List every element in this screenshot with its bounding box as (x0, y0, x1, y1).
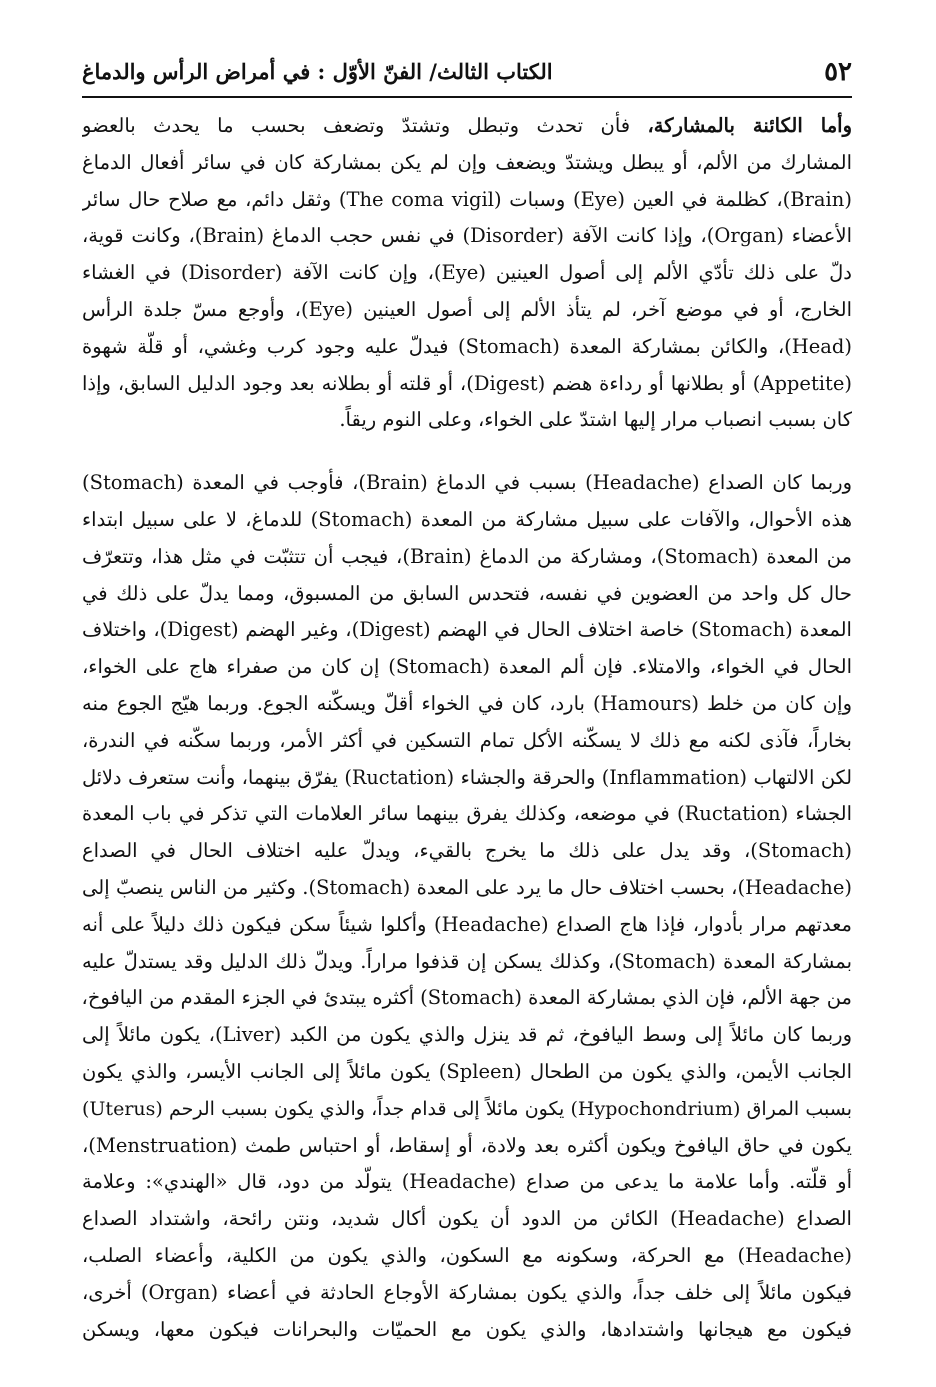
text-line: المشارك من الألم، أو يبطل ويشتدّ ويضعف وإن لم يكن بمشاركة كان في سائر أفعال الدماغ (82, 150, 852, 174)
text-line: بسبب المراق (Hypochondrium) يكون مائلاً إلى قدام جداً، والذي يكون بسبب الرحم (Uterus) (82, 1097, 852, 1120)
text-line: وربما كان مائلاً إلى وسط اليافوخ، ثم قد ينزل والذي يكون من الكبد (Liver)، يكون مائلاً إلى (82, 1023, 852, 1047)
page-header (82, 52, 852, 92)
text-line: الأعضاء (Organ)، وإذا كانت الآفة (Disorder) في نفس حجب الدماغ (Brain)، وكانت قوية، (82, 224, 852, 248)
text-line: دلّ على ذلك تأدّي الألم إلى أصول العينين (Eye)، وإن كانت الآفة (Disorder) في الغشاء (82, 261, 852, 285)
text-line: فيكون مائلاً إلى خلف جداً، والذي يكون بمشاركة الأوجاع الحادثة في أعضاء (Organ) أخرى، (82, 1280, 852, 1304)
paragraph-spacer (82, 439, 852, 465)
text-line: الجانب الأيمن، والذي يكون من الطحال (Spleen) يكون مائلاً إلى الجانب الأيسر، والذي يكون (82, 1059, 852, 1083)
text-line: حال كل واحد من العضوين في نفسه، فتحدس السابق من المسبوق، ومما يدلّ على ذلك في (82, 581, 852, 605)
text-line: فيكون مع هيجانها واشتدادها، والذي يكون مع الحميّات والبحرانات فيكون معها، ويسكن (82, 1317, 852, 1341)
text-line: لكن الالتهاب (Inflammation) والحرقة والجشاء (Ructation) يفرّق بينهما، وأنت ستعرف دلائل (82, 765, 852, 789)
text-line: من المعدة (Stomach)، ومشاركة من الدماغ (Brain)، فيجب أن تتثبّت في مثل هذا، وتتعرّف (82, 544, 852, 568)
text-line: (Appetite) أو بطلانها أو رداءة هضم (Digest)، أو قلته أو بطلانه بعد وجود الدليل السابق، وإذا (82, 371, 852, 395)
text-line: الخارج، أو في موضع آخر، لم يتأذ الألم إلى أصول العينين (Eye)، وأوجع مسّ جلدة الرأس (82, 297, 852, 321)
body-text (82, 108, 852, 1348)
text-line: الصداع (Headache) الكائن من الدود أن يكون أكال شديد، ونتن رائحة، واشتداد الصداع (82, 1207, 852, 1231)
text-line: (Headache) مع الحركة، وسكونه مع السكون، والذي يكون من الكلية، وأعضاء الصلب، (82, 1243, 852, 1267)
text-line: يكون في حاق اليافوخ ويكون أكثره بعد ولادة، أو إسقاط، أو احتباس طمث (Menstruation)، (82, 1133, 852, 1157)
paragraph-lead-heading: وأما الكائنة بالمشاركة، (647, 114, 852, 137)
running-title: الكتاب الثالث/ الفنّ الأوّل : في أمراض الرأس والدماغ (82, 59, 553, 84)
text-line: أو قلّته. وأما علامة ما يدعى من صداع (Headache) يتولّد من دود، قال «الهندي»: وعلامة (82, 1170, 852, 1194)
paragraph-2 (82, 465, 852, 1348)
text-line: هذه الأحوال، والآفات على سبيل مشاركة من المعدة (Stomach) للدماغ، لا على سبيل ابتداء (82, 507, 852, 531)
header-divider (82, 96, 852, 98)
line-text: فأن تحدث وتبطل وتشتدّ وتضعف بحسب ما يحدث بالعضو (82, 114, 648, 137)
page-number: ٥٢ (824, 57, 852, 87)
text-line: الجشاء (Ructation) في موضعه، وكذلك يفرق بينهما سائر العلامات التي تذكر في باب المعدة (82, 802, 852, 826)
text-line: من جهة الألم، فإن الذي بمشاركة المعدة (Stomach) أكثره يبتدئ في الجزء المقدم من اليافوخ، (82, 986, 852, 1010)
text-line: (Brain)، كظلمة في العين (Eye) وسبات (The coma vigil) وثقل دائم، مع صلاح حال سائر (82, 187, 852, 211)
text-line (82, 108, 852, 145)
text-line: الحال في الخواء، والامتلاء. فإن ألم المعدة (Stomach) إن كان من صفراء هاج على الخواء، (82, 655, 852, 679)
text-line: (Head)، والكائن بمشاركة المعدة (Stomach) فيدلّ عليه وجود كرب وغشي، أو قلّة شهوة (82, 334, 852, 358)
text-line: (Stomach)، وقد يدل على ذلك ما يخرج بالقيء، ويدلّ عليه اختلاف الحال في الصداع (82, 839, 852, 863)
text-line: وربما كان الصداع (Headache) بسبب في الدماغ (Brain)، فأوجب في المعدة (Stomach) (82, 471, 852, 495)
paragraph-1 (82, 108, 852, 439)
text-line: كان بسبب انصباب مرار إليها اشتدّ على الخواء، وعلى النوم ريقاً. (339, 408, 852, 432)
text-line: (Headache)، بحسب اختلاف حال ما يرد على المعدة (Stomach). وكثير من الناس ينصبّ إلى (82, 875, 852, 899)
text-line: بخاراً، فآذى لكنه مع ذلك لا يسكّنه الأكل تمام التسكين في أكثر الأمر، وربما سكّنه في الندرة، (82, 728, 852, 752)
text-line: بمشاركة المعدة (Stomach)، وكذلك يسكن إن قذفوا مراراً. ويدلّ ذلك الدليل وقد يستدلّ عليه (82, 949, 852, 973)
text-line: وإن كان من خلط (Hamours) بارد، كان في الخواء أقلّ ويسكّنه الجوع. وربما هيّج الجوع منه (82, 691, 852, 715)
text-line: معدتهم مرار بأدوار، فإذا هاج الصداع (Headache) وأكلوا شيئاً سكن فيكون ذلك دليلاً على أنه (82, 912, 852, 936)
text-line: المعدة (Stomach) خاصة اختلاف الحال في الهضم (Digest)، وغير الهضم (Digest)، واختلاف (82, 618, 852, 642)
